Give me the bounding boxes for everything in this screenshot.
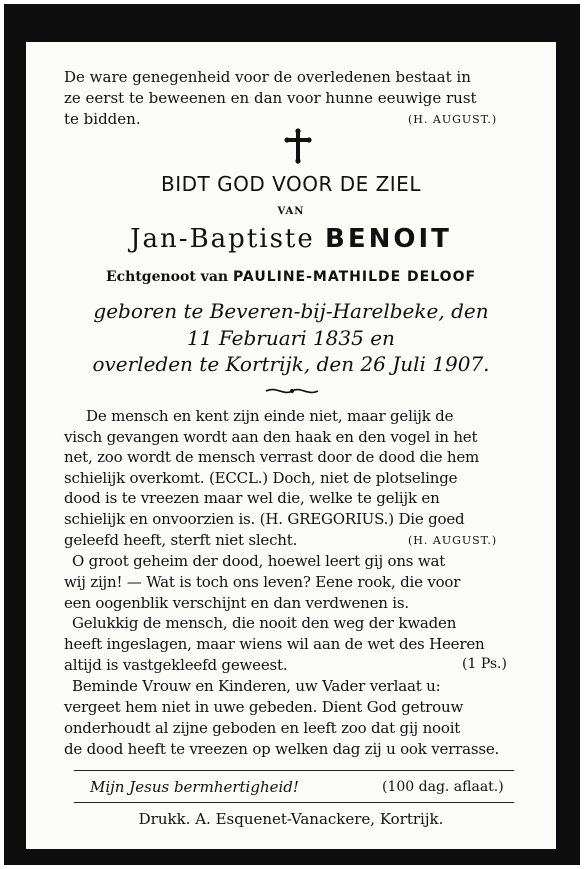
body-source-ps: (1 Ps.) [462,656,507,672]
death-line: overleden te Kortrijk, den 26 Juli 1907. [92,352,490,376]
birth-line: geboren te Beveren-bij-Harelbeke, den [93,299,489,323]
body-line-11: Gelukkig de mensch, die nooit den weg der kwaden [72,614,457,632]
body-line-5: dood is te vreezen maar wel die, welke te gelijk en [64,489,440,507]
van-label: VAN [277,206,305,217]
invocation: Mijn Jesus bermhertigheid! [90,778,299,796]
body-line-15: vergeet hem niet in uwe gebeden. Dient God getrouw [64,698,464,716]
spouse-line [26,269,556,285]
body-line-12: heeft ingeslagen, maar wiens wil aan de wet des Heeren [64,635,485,653]
spouse-name: PAULINE-MATHILDE DELOOF [232,269,477,285]
body-line-1: De mensch en kent zijn einde niet, maar gelijk de [86,407,454,425]
birth-date: 11 Februari 1835 en [187,326,395,350]
ornament-divider-icon [264,386,320,396]
body-line-14: Beminde Vrouw en Kinderen, uw Vader verlaat u: [72,677,441,695]
body-line-10: een oogenblik verschijnt en dan verdwenen is. [64,594,409,612]
motto-source: (H. AUGUST.) [408,113,498,126]
printer-line: Drukk. A. Esquenet-Vanackere, Kortrijk. [138,810,444,828]
prayer-heading: BIDT GOD VOOR DE ZIEL [161,172,421,196]
body-line-7: geleefd heeft, sterft niet slecht. [64,531,298,549]
indulgence: (100 dag. aflaat.) [382,779,504,795]
body-line-6: schielijk en onvoorzien is. (H. GREGORIUS.) Die goed [64,510,465,528]
memorial-card [26,42,556,849]
body-line-4: schielijk overkomt. (ECCL.) Doch, niet de plotselinge [64,469,458,487]
motto-line-1: De ware genegenheid voor de overledenen bestaat in [64,68,471,86]
body-line-3: net, zoo wordt de mensch verrast door de dood die hem [64,448,480,466]
body-line-17: de dood heeft te vreezen op welken dag zij u ook verrasse. [64,740,500,758]
body-line-13: altijd is vastgekleefd geweest. [64,656,288,674]
motto-line-2: ze eerst te beweenen en dan voor hunne eeuwige rust [64,89,477,107]
mourning-border [4,4,580,865]
spouse-prefix: Echtgenoot van [105,269,229,285]
divider-top [74,770,514,771]
motto-line-3: te bidden. [64,110,141,128]
divider-bottom [74,802,514,803]
deceased-last-name: BENOIT [325,224,452,254]
body-line-16: onderhoudt al zijne geboden en leeft zoo dat gij nooit [64,719,461,737]
deceased-first-name: Jan-Baptiste [130,224,315,254]
body-line-9: wij zijn! — Wat is toch ons leven? Eene rook, die voor [64,573,461,591]
body-line-2: visch gevangen wordt aan den haak en den vogel in het [64,428,478,446]
body-line-8: O groot geheim der dood, hoewel leert gij ons wat [72,552,446,570]
cross-icon [284,128,312,164]
deceased-name [26,224,556,254]
body-source-august: (H. AUGUST.) [408,534,498,547]
